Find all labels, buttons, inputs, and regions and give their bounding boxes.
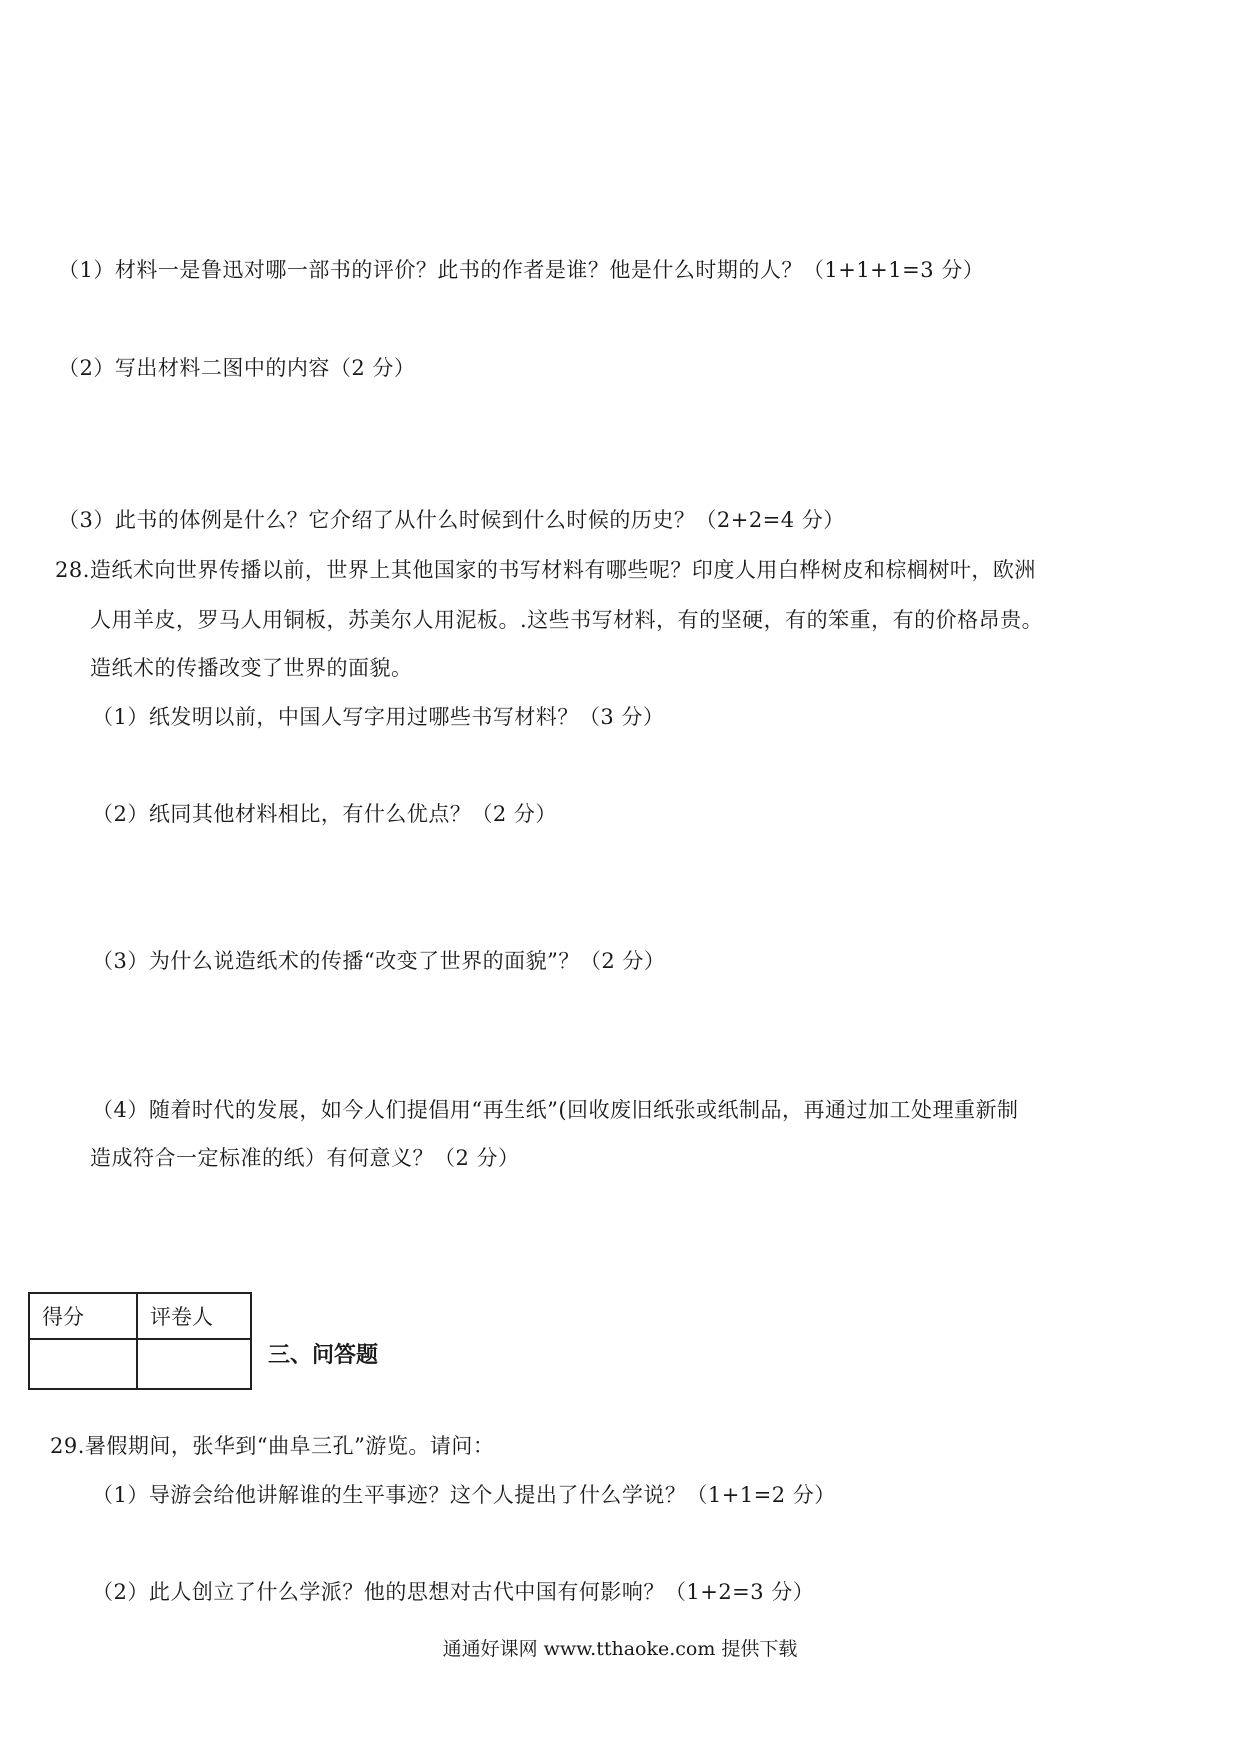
score-cell[interactable] [29,1339,137,1389]
q27-sub2: （2）写出材料二图中的内容（2 分） [58,356,416,380]
score-label: 得分 [29,1293,137,1339]
q27-sub3: （3）此书的体例是什么？它介绍了从什么时候到什么时候的历史？（2+2=4 分） [58,508,845,532]
q28-sub1: （1）纸发明以前，中国人写字用过哪些书写材料？（3 分） [92,705,665,729]
q28-sub4-line2: 造成符合一定标准的纸）有何意义？（2 分） [90,1146,520,1170]
q28-stem-line3: 造纸术的传播改变了世界的面貌。 [90,656,413,680]
footer-source: 通通好课网 www.tthaoke.com 提供下载 [442,1638,798,1660]
q28-sub3: （3）为什么说造纸术的传播“改变了世界的面貌”？（2 分） [92,949,666,973]
q28-sub4-line1: （4）随着时代的发展，如今人们提倡用“再生纸”(回收废旧纸张或纸制品，再通过加工处理重新制 [92,1098,1019,1122]
q29-sub1: （1）导游会给他讲解谁的生平事迹？这个人提出了什么学说？（1+1=2 分） [92,1483,836,1507]
section-title: 三、问答题 [268,1343,379,1368]
q28-stem-line1: 28.造纸术向世界传播以前，世界上其他国家的书写材料有哪些呢？印度人用白桦树皮和棕榈树叶，欧洲 [55,558,1036,582]
score-table [28,1292,252,1390]
grader-cell[interactable] [137,1339,251,1389]
q28-sub2: （2）纸同其他材料相比，有什么优点？（2 分） [92,802,557,826]
q29-stem: 29.暑假期间，张华到“曲阜三孔”游览。请问： [50,1434,495,1458]
q29-sub2: （2）此人创立了什么学派？他的思想对古代中国有何影响？（1+2=3 分） [92,1580,815,1604]
q28-stem-line2: 人用羊皮，罗马人用铜板，苏美尔人用泥板。.这些书写材料，有的坚硬，有的笨重，有的价格昂贵。 [90,608,1044,632]
grader-label: 评卷人 [137,1293,251,1339]
q27-sub1: （1）材料一是鲁迅对哪一部书的评价？此书的作者是谁？他是什么时期的人？（1+1+1=3 分） [58,258,985,282]
